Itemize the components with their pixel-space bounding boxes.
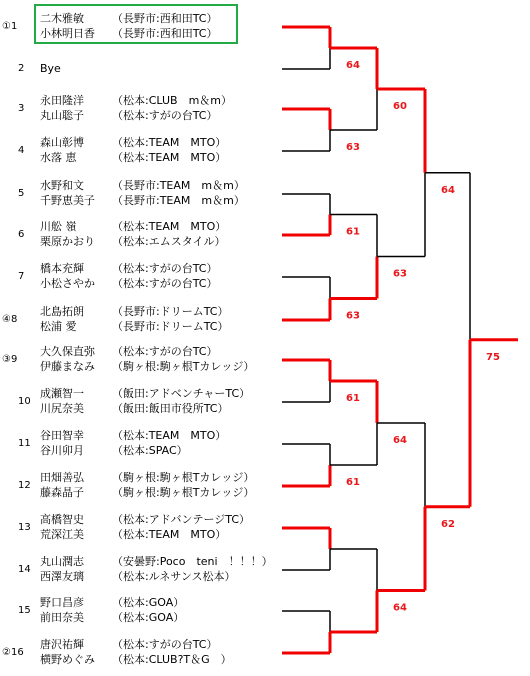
- score-label: 64: [393, 435, 407, 446]
- player-club: （長野市:西和田TC）: [112, 12, 218, 25]
- player-name: 川尻奈美: [40, 402, 84, 415]
- player-name: 千野恵美子: [40, 194, 95, 207]
- player-club: （長野市:ドリームTC）: [112, 320, 229, 333]
- player-club: （松本:CLUB?T＆G ）: [112, 653, 232, 666]
- player-name: 水野和文: [40, 179, 84, 192]
- player-name: 荒深江美: [40, 528, 84, 541]
- player-name: 川舩 嶺: [40, 220, 77, 233]
- score-label: 64: [441, 184, 455, 196]
- player-club: （松本:CLUB m＆m）: [112, 94, 232, 107]
- seed-number: ④8: [2, 314, 18, 325]
- player-club: （長野市:TEAM m＆m）: [112, 194, 245, 207]
- player-club: （駒ヶ根:駒ヶ根Tカレッジ）: [112, 360, 255, 373]
- draw-number: 13: [18, 522, 31, 533]
- player-club: （松本:TEAM MTO）: [112, 528, 227, 541]
- draw-number: 4: [18, 145, 25, 156]
- player-club: （松本:TEAM MTO）: [112, 429, 227, 442]
- player-name: 野口昌彦: [40, 596, 84, 609]
- player-name: 森山彰博: [40, 136, 84, 149]
- player-name: 小松さやか: [40, 277, 95, 290]
- score-label: 75: [486, 351, 500, 363]
- player-club: （松本:アドバンテージTC）: [112, 513, 251, 526]
- player-club: （松本:エムスタイル）: [112, 235, 226, 248]
- score-label: 63: [346, 310, 360, 322]
- player-name: 大久保直弥: [40, 345, 95, 358]
- player-club: （松本:すがの台TC）: [112, 638, 218, 651]
- draw-number: 6: [18, 229, 25, 240]
- draw-number: 3: [18, 103, 25, 114]
- player-club: （松本:SPAC）: [112, 444, 188, 457]
- player-name: 前田奈美: [40, 611, 84, 624]
- player-club: （松本:すがの台TC）: [112, 109, 218, 122]
- draw-number: 12: [18, 480, 31, 491]
- player-name: 北島拓朗: [40, 305, 84, 318]
- draw-number: 7: [18, 271, 25, 282]
- draw-number: 5: [18, 188, 25, 199]
- draw-number: 2: [18, 63, 25, 74]
- player-name: 栗原かおり: [40, 235, 95, 248]
- player-name: 二木雅敏: [40, 12, 84, 25]
- player-club: （長野市:西和田TC）: [112, 27, 218, 40]
- score-label: 64: [346, 60, 360, 71]
- player-name: 藤森晶子: [40, 486, 84, 499]
- draw-number: 15: [18, 605, 31, 616]
- player-name: 西澤友璃: [40, 570, 84, 583]
- player-club: （松本:GOA）: [112, 596, 185, 609]
- score-label: 63: [346, 142, 360, 153]
- player-name: Bye: [40, 62, 61, 75]
- player-club: （長野市:TEAM m＆m）: [112, 179, 245, 192]
- draw-number: 14: [18, 564, 31, 575]
- player-name: 唐沢祐輝: [40, 638, 84, 651]
- player-name: 水落 恵: [40, 151, 77, 164]
- player-club: （安曇野:Poco teni ！！！）: [112, 555, 273, 568]
- player-name: 横野めぐみ: [40, 653, 95, 666]
- score-label: 61: [346, 477, 360, 488]
- score-label: 61: [346, 393, 360, 404]
- player-club: （飯田:飯田市役所TC）: [112, 402, 229, 415]
- seed-number: ②16: [2, 647, 24, 658]
- score-label: 62: [441, 518, 455, 530]
- score-label: 61: [346, 226, 360, 238]
- player-name: 永田隆洋: [40, 94, 84, 107]
- player-club: （長野市:ドリームTC）: [112, 305, 229, 318]
- player-name: 谷田智幸: [40, 429, 84, 442]
- player-name: 谷川卯月: [40, 444, 84, 457]
- player-club: （駒ヶ根:駒ヶ根Tカレッジ）: [112, 471, 255, 484]
- score-label: 64: [393, 602, 407, 614]
- score-label: 60: [393, 101, 407, 112]
- seed-number: ③9: [2, 354, 18, 365]
- player-club: （松本:ルネサンス松本）: [112, 570, 236, 583]
- player-club: （松本:すがの台TC）: [112, 277, 218, 290]
- player-name: 丸山潤志: [40, 555, 84, 568]
- score-label: 63: [393, 268, 407, 280]
- player-club: （駒ヶ根:駒ヶ根Tカレッジ）: [112, 486, 255, 499]
- draw-number: 10: [18, 396, 31, 407]
- player-club: （松本:すがの台TC）: [112, 262, 218, 275]
- player-name: 伊藤まなみ: [40, 360, 95, 373]
- player-club: （飯田:アドベンチャーTC）: [112, 387, 251, 400]
- player-club: （松本:GOA）: [112, 611, 185, 624]
- player-club: （松本:TEAM MTO）: [112, 151, 227, 164]
- seed-number: ①1: [2, 21, 18, 32]
- draw-number: 11: [18, 438, 31, 449]
- player-name: 田畑善弘: [40, 471, 84, 484]
- player-name: 成瀬智一: [40, 387, 84, 400]
- player-name: 松浦 愛: [40, 320, 77, 333]
- player-club: （松本:TEAM MTO）: [112, 220, 227, 233]
- player-name: 高橋智史: [40, 513, 84, 526]
- player-name: 小林明日香: [40, 27, 95, 40]
- player-name: 丸山聡子: [40, 109, 84, 122]
- player-club: （松本:すがの台TC）: [112, 345, 218, 358]
- player-club: （松本:TEAM MTO）: [112, 136, 227, 149]
- player-name: 橋本充輝: [40, 262, 84, 275]
